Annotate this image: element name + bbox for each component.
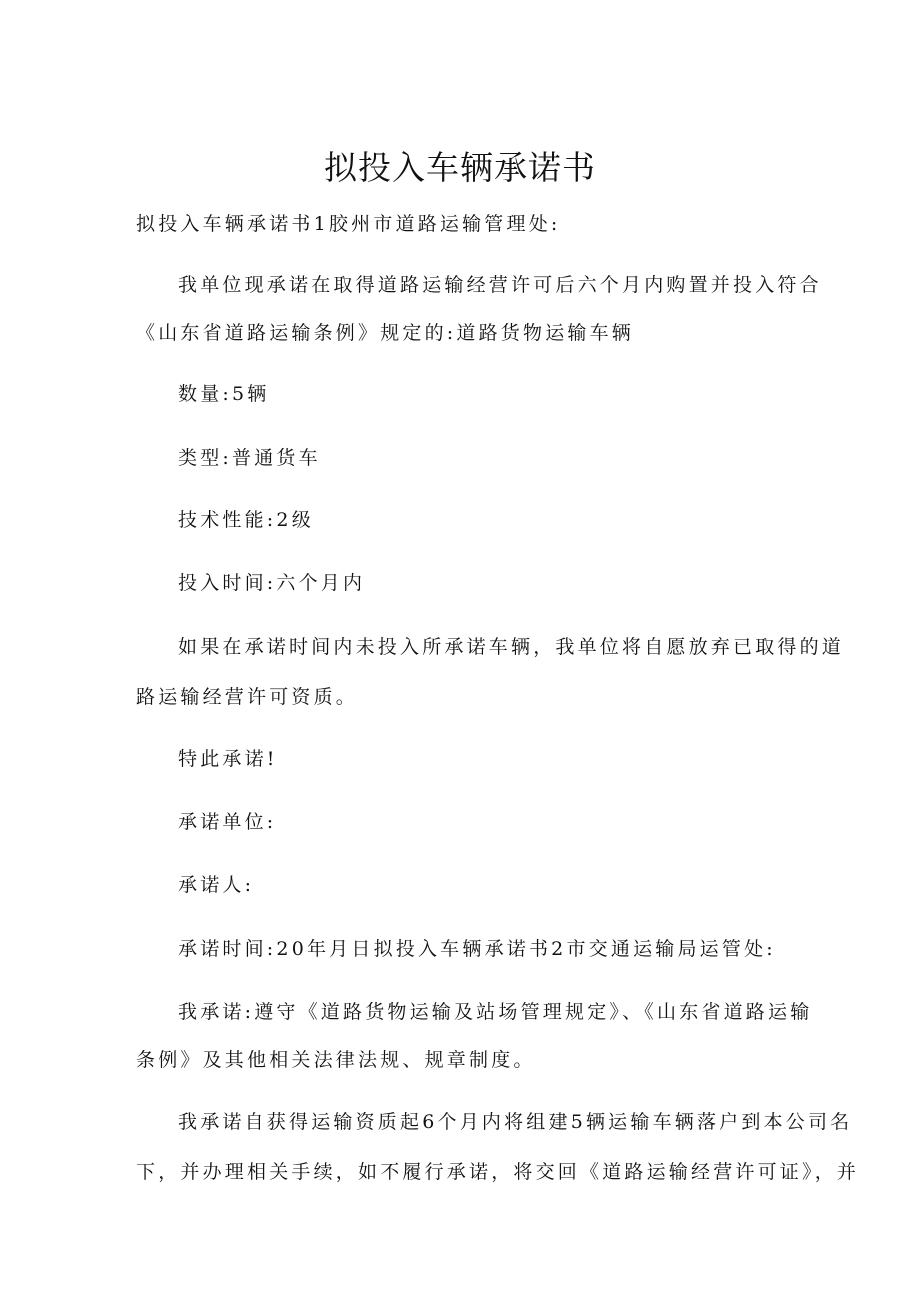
committing-person-line: 承诺人: — [178, 874, 255, 896]
addressee-line-1: 拟投入车辆承诺书1胶州市道路运输管理处: — [136, 213, 561, 235]
paragraph-compliance-line-1: 我承诺:遵守《道路货物运输及站场管理规定》、《山东省道路运输 — [178, 1001, 813, 1023]
paragraph-fleet-line-2: 下，并办理相关手续，如不履行承诺，将交回《道路运输经营许可证》，并 — [136, 1161, 860, 1183]
paragraph-compliance-line-2: 条例》及其他相关法律法规、规章制度。 — [136, 1049, 536, 1071]
vehicle-type-line: 类型:普通货车 — [178, 447, 321, 469]
paragraph-commitment-line-2: 《山东省道路运输条例》规定的:道路货物运输车辆 — [136, 322, 635, 344]
committing-unit-line: 承诺单位: — [178, 811, 277, 833]
paragraph-forfeit-line-2: 路运输经营许可资质。 — [136, 686, 359, 708]
commitment-date-line: 承诺时间:20年月日拟投入车辆承诺书2市交通运输局运管处: — [178, 938, 776, 960]
vehicle-quantity-line: 数量:5辆 — [178, 383, 270, 405]
document-title: 拟投入车辆承诺书 — [324, 148, 596, 187]
hereby-commit-line: 特此承诺! — [178, 748, 278, 770]
technical-performance-line: 技术性能:2级 — [178, 509, 314, 531]
paragraph-fleet-line-1: 我承诺自获得运输资质起6个月内将组建5辆运输车辆落户到本公司名 — [178, 1111, 853, 1133]
investment-time-line: 投入时间:六个月内 — [178, 572, 366, 594]
paragraph-commitment-line-1: 我单位现承诺在取得道路运输经营许可后六个月内购置并投入符合 — [178, 274, 822, 296]
paragraph-forfeit-line-1: 如果在承诺时间内未投入所承诺车辆，我单位将自愿放弃已取得的道 — [178, 636, 845, 658]
